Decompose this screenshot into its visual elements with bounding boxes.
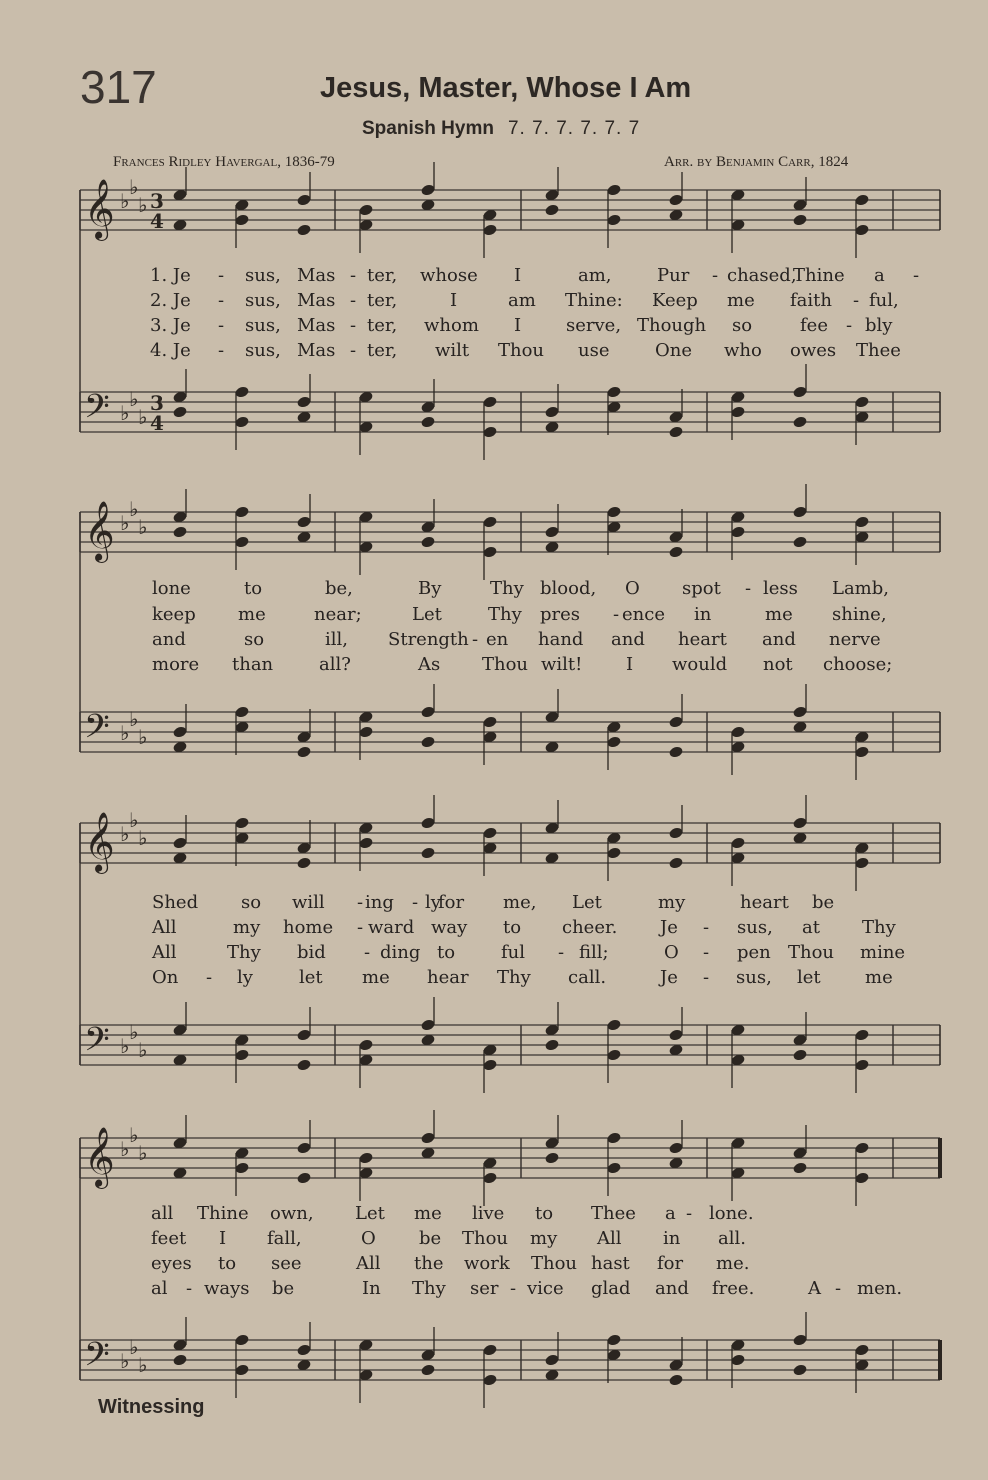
lyric-word: Mas <box>297 265 336 286</box>
flat-sign-icon: ♭ <box>120 1034 130 1058</box>
lyric-word: in <box>694 604 712 625</box>
lyric-word: so <box>241 892 262 913</box>
lyric-word: ill, <box>325 629 348 650</box>
treble-clef-icon: 𝄞 <box>84 812 115 872</box>
lyric-word: sus, <box>245 265 281 286</box>
lyric-word: glad <box>591 1278 631 1299</box>
note-head <box>172 1353 187 1366</box>
lyric-word: at <box>802 917 820 938</box>
lyric-word: heart <box>740 892 789 913</box>
lyric-word: - <box>350 340 357 361</box>
lyric-word: hast <box>591 1253 630 1274</box>
lyric-word: In <box>362 1278 381 1299</box>
lyric-word: - <box>364 942 371 963</box>
lyric-word: spot <box>682 578 721 599</box>
flat-sign-icon: ♭ <box>120 401 130 425</box>
lyric-word: ward <box>368 917 415 938</box>
lyric-word: owes <box>790 340 837 361</box>
lyric-word: I <box>514 315 522 336</box>
flat-sign-icon: ♭ <box>138 1353 148 1377</box>
lyric-word: I <box>514 265 522 286</box>
lyric-word: sus, <box>245 340 281 361</box>
lyric-word: ding <box>380 942 421 963</box>
lyric-word: free. <box>712 1278 755 1299</box>
lyric-word: sus, <box>245 290 281 311</box>
lyric-word: hand <box>538 629 584 650</box>
lyric-word: Thou <box>498 340 545 361</box>
lyric-word: Thy <box>497 967 531 988</box>
lyric-word: - <box>613 604 620 625</box>
lyric-word: Thine <box>197 1203 249 1224</box>
note-head <box>544 1038 559 1051</box>
lyric-word: bid <box>297 942 326 963</box>
lyric-word: - <box>218 265 225 286</box>
note-head <box>792 535 807 548</box>
lyric-word: vice <box>527 1278 564 1299</box>
flat-sign-icon: ♭ <box>129 707 139 731</box>
note-head <box>792 415 807 428</box>
treble-clef-icon: 𝄞 <box>84 501 115 561</box>
flat-sign-icon: ♭ <box>129 387 139 411</box>
lyric-word: ter, <box>367 265 398 286</box>
lyric-word: whose <box>420 265 478 286</box>
lyric-word: so <box>244 629 265 650</box>
lyric-word: lone <box>152 578 191 599</box>
bass-clef-icon: 𝄢 <box>84 708 110 754</box>
lyric-word: Let <box>572 892 602 913</box>
lyric-word: be, <box>325 578 353 599</box>
lyric-word: ter, <box>367 290 398 311</box>
lyric-word: - <box>350 315 357 336</box>
lyric-word: home <box>283 917 334 938</box>
lyric-word: and <box>655 1278 689 1299</box>
lyric-word: - <box>712 265 719 286</box>
lyric-word: let <box>797 967 821 988</box>
lyric-word: for <box>438 892 465 913</box>
lyric-word: pen <box>737 942 771 963</box>
note-head <box>668 856 683 869</box>
lyric-word: to <box>244 578 263 599</box>
lyric-word: Thou <box>531 1253 578 1274</box>
lyric-word: - <box>703 967 710 988</box>
lyric-word: ter, <box>367 315 398 336</box>
lyric-word: O <box>361 1228 376 1249</box>
lyric-word: - <box>350 265 357 286</box>
lyric-word: One <box>655 340 693 361</box>
lyric-word: - <box>835 1278 842 1299</box>
lyric-word: me. <box>716 1253 750 1274</box>
time-signature: 3 <box>150 189 164 213</box>
lyric-word: I <box>450 290 458 311</box>
lyric-word: - <box>853 290 860 311</box>
flat-sign-icon: ♭ <box>129 1335 139 1359</box>
lyric-word: work <box>464 1253 510 1274</box>
lyric-word: - <box>745 578 752 599</box>
lyric-word: in <box>663 1228 681 1249</box>
flat-sign-icon: ♭ <box>120 189 130 213</box>
lyric-word: own, <box>270 1203 314 1224</box>
hymn-number: 317 <box>80 61 157 113</box>
lyric-word: ly <box>425 892 441 913</box>
lyric-word: all <box>151 1203 174 1224</box>
lyric-word: mine <box>860 942 906 963</box>
lyric-word: men. <box>857 1278 903 1299</box>
lyric-word: ways <box>204 1278 250 1299</box>
lyric-word: faith <box>790 290 832 311</box>
note-head <box>668 545 683 558</box>
author-credit: Frances Ridley Havergal, 1836-79 <box>113 154 335 170</box>
lyric-word: By <box>418 578 442 599</box>
flat-sign-icon: ♭ <box>120 822 130 846</box>
lyric-word: 1. Je <box>150 265 191 286</box>
lyric-word: - <box>703 917 710 938</box>
lyric-word: will <box>292 892 325 913</box>
note-head <box>420 735 435 748</box>
lyric-word: chased, <box>727 265 797 286</box>
note-head <box>296 856 311 869</box>
flat-sign-icon: ♭ <box>138 826 148 850</box>
note-head <box>172 405 187 418</box>
lyric-word: - <box>357 917 364 938</box>
lyric-word: Thou <box>788 942 835 963</box>
lyric-word: ful <box>501 942 526 963</box>
lyric-word: Thou <box>462 1228 509 1249</box>
flat-sign-icon: ♭ <box>138 1141 148 1165</box>
lyric-word: Thine: <box>565 290 623 311</box>
flat-sign-icon: ♭ <box>138 405 148 429</box>
note-head <box>420 415 435 428</box>
lyric-word: pres <box>540 604 581 625</box>
lyric-word: al <box>151 1278 168 1299</box>
lyric-word: Mas <box>297 315 336 336</box>
lyric-word: near; <box>314 604 362 625</box>
lyric-word: shine, <box>832 604 887 625</box>
lyric-word: All <box>597 1228 622 1249</box>
note-head <box>420 535 435 548</box>
lyric-word: All <box>152 917 177 938</box>
lyric-word: me <box>765 604 793 625</box>
bass-clef-icon: 𝄢 <box>84 1021 110 1067</box>
flat-sign-icon: ♭ <box>120 1137 130 1161</box>
lyric-word: ence <box>622 604 665 625</box>
lyric-word: call. <box>568 967 607 988</box>
time-signature: 3 <box>150 391 164 415</box>
lyric-word: less <box>763 578 798 599</box>
lyric-word: use <box>578 340 610 361</box>
note-head <box>296 745 311 758</box>
lyric-word: en <box>486 629 509 650</box>
time-signature: 4 <box>150 209 164 233</box>
lyric-word: than <box>232 654 274 675</box>
lyric-word: wilt! <box>541 654 583 675</box>
lyric-word: Thee <box>856 340 901 361</box>
note-head <box>296 223 311 236</box>
tune-meter: 7. 7. 7. 7. 7. 7 <box>507 118 641 139</box>
lyric-word: whom <box>424 315 479 336</box>
flat-sign-icon: ♭ <box>138 515 148 539</box>
lyric-word: Je <box>660 917 678 938</box>
lyric-word: fall, <box>267 1228 302 1249</box>
lyric-word: feet <box>151 1228 187 1249</box>
lyric-word: Je <box>660 967 678 988</box>
lyric-word: Mas <box>297 340 336 361</box>
lyric-word: wilt <box>435 340 470 361</box>
lyric-word: be <box>419 1228 442 1249</box>
treble-clef-icon: 𝄞 <box>84 1127 115 1187</box>
note-head <box>792 213 807 226</box>
lyric-word: Thee <box>591 1203 636 1224</box>
lyric-word: serve, <box>566 315 622 336</box>
lyric-word: As <box>418 654 441 675</box>
time-signature: 4 <box>150 411 164 435</box>
lyric-word: me <box>362 967 390 988</box>
lyric-word: heart <box>678 629 727 650</box>
lyric-word: Thy <box>227 942 261 963</box>
flat-sign-icon: ♭ <box>120 1349 130 1373</box>
lyric-word: ful, <box>869 290 899 311</box>
lyric-word: live <box>472 1203 505 1224</box>
lyric-word: - <box>913 265 920 286</box>
lyric-word: to <box>437 942 456 963</box>
flat-sign-icon: ♭ <box>129 1020 139 1044</box>
lyric-word: keep <box>152 604 196 625</box>
lyric-word: be <box>812 892 835 913</box>
lyric-word: - <box>186 1278 193 1299</box>
lyric-word: - <box>703 942 710 963</box>
lyric-word: - <box>510 1278 517 1299</box>
lyric-word: Thy <box>862 917 896 938</box>
lyric-word: nerve <box>829 629 881 650</box>
note-head <box>420 1363 435 1376</box>
lyric-word: to <box>535 1203 554 1224</box>
flat-sign-icon: ♭ <box>138 725 148 749</box>
lyric-word: the <box>414 1253 444 1274</box>
lyric-word: 2. Je <box>150 290 191 311</box>
lyric-word: Thy <box>412 1278 446 1299</box>
lyric-word: ter, <box>367 340 398 361</box>
lyric-word: sus, <box>245 315 281 336</box>
lyric-word: - <box>472 629 479 650</box>
lyric-word: Lamb, <box>832 578 889 599</box>
note-head <box>792 1048 807 1061</box>
lyric-word: On <box>152 967 179 988</box>
note-head <box>668 1373 683 1386</box>
flat-sign-icon: ♭ <box>138 193 148 217</box>
lyric-word: my <box>658 892 686 913</box>
lyric-word: 3. Je <box>150 315 191 336</box>
lyric-word: me <box>865 967 893 988</box>
lyric-word: - <box>206 967 213 988</box>
lyric-word: me, <box>503 892 537 913</box>
note-head <box>172 525 187 538</box>
lyric-word: - <box>357 892 364 913</box>
lyric-word: 4. Je <box>150 340 191 361</box>
lyric-word: - <box>558 942 565 963</box>
topic-label: Witnessing <box>98 1396 205 1418</box>
lyric-word: eyes <box>151 1253 192 1274</box>
lyric-word: - <box>218 315 225 336</box>
tune-name: Spanish Hymn <box>362 118 494 139</box>
lyric-word: let <box>299 967 323 988</box>
lyric-word: A <box>808 1278 821 1299</box>
lyric-word: - <box>412 892 419 913</box>
lyric-word: ly <box>237 967 253 988</box>
lyric-word: be <box>272 1278 295 1299</box>
flat-sign-icon: ♭ <box>138 1038 148 1062</box>
lyric-word: Strength <box>388 629 469 650</box>
hymn-title: Jesus, Master, Whose I Am <box>320 72 692 104</box>
lyric-word: bly <box>865 315 893 336</box>
lyric-word: so <box>732 315 753 336</box>
note-head <box>792 1161 807 1174</box>
lyric-word: and <box>762 629 796 650</box>
lyric-word: more <box>152 654 200 675</box>
lyric-word: choose; <box>823 654 893 675</box>
lyric-word: Shed <box>152 892 199 913</box>
lyric-word: fill; <box>579 942 609 963</box>
lyric-word: All <box>356 1253 381 1274</box>
lyric-word: blood, <box>540 578 597 599</box>
lyric-word: my <box>233 917 261 938</box>
lyric-word: Though <box>637 315 707 336</box>
lyric-word: ser <box>470 1278 499 1299</box>
lyric-word: Pur <box>657 265 690 286</box>
note-head <box>792 1363 807 1376</box>
lyric-word: Let <box>355 1203 385 1224</box>
lyric-word: sus, <box>737 917 773 938</box>
lyric-word: Thou <box>482 654 529 675</box>
bass-clef-icon: 𝄢 <box>84 1336 110 1382</box>
lyric-word: see <box>271 1253 302 1274</box>
lyric-word: Thy <box>488 604 522 625</box>
note-head <box>668 425 683 438</box>
lyric-word: all? <box>319 654 351 675</box>
lyric-word: to <box>218 1253 237 1274</box>
arranger-credit: Arr. by Benjamin Carr, 1824 <box>664 154 849 170</box>
lyric-word: who <box>724 340 762 361</box>
lyric-word: - <box>350 290 357 311</box>
lyric-word: - <box>218 340 225 361</box>
lyric-word: Mas <box>297 290 336 311</box>
lyric-word: ing <box>365 892 394 913</box>
note-head <box>296 1058 311 1071</box>
lyric-word: me <box>727 290 755 311</box>
lyric-word: Thine <box>793 265 845 286</box>
lyric-word: me <box>414 1203 442 1224</box>
lyric-word: lone. <box>709 1203 754 1224</box>
lyric-word: a <box>665 1203 676 1224</box>
lyric-word: to <box>503 917 522 938</box>
lyric-word: Thy <box>490 578 524 599</box>
flat-sign-icon: ♭ <box>129 497 139 521</box>
lyric-word: Let <box>412 604 442 625</box>
lyric-word: a <box>874 265 885 286</box>
lyric-word: would <box>672 654 728 675</box>
bass-clef-icon: 𝄢 <box>84 388 110 434</box>
flat-sign-icon: ♭ <box>129 808 139 832</box>
lyric-word: sus, <box>736 967 772 988</box>
note-head <box>544 1151 559 1164</box>
lyric-word: am <box>508 290 536 311</box>
lyric-word: All <box>152 942 177 963</box>
lyric-word: O <box>664 942 679 963</box>
flat-sign-icon: ♭ <box>120 721 130 745</box>
lyric-word: cheer. <box>562 917 618 938</box>
treble-clef-icon: 𝄞 <box>84 179 115 239</box>
lyric-word: way <box>431 917 468 938</box>
lyric-word: - <box>686 1203 693 1224</box>
lyric-word: Keep <box>652 290 698 311</box>
lyric-word: me <box>238 604 266 625</box>
lyric-word: and <box>611 629 645 650</box>
lyric-word: hear <box>427 967 469 988</box>
lyric-word: - <box>218 290 225 311</box>
lyric-word: for <box>657 1253 684 1274</box>
lyric-word: and <box>152 629 186 650</box>
note-head <box>296 1171 311 1184</box>
flat-sign-icon: ♭ <box>129 1123 139 1147</box>
lyric-word: I <box>626 654 634 675</box>
lyric-word: O <box>625 578 640 599</box>
lyric-word: am, <box>578 265 612 286</box>
flat-sign-icon: ♭ <box>120 511 130 535</box>
note-head <box>668 745 683 758</box>
flat-sign-icon: ♭ <box>129 175 139 199</box>
lyric-word: - <box>846 315 853 336</box>
lyric-word: I <box>219 1228 227 1249</box>
lyric-word: all. <box>718 1228 746 1249</box>
lyric-word: my <box>530 1228 558 1249</box>
lyric-word: not <box>763 654 793 675</box>
note-head <box>420 846 435 859</box>
note-head <box>544 203 559 216</box>
lyric-word: fee <box>800 315 828 336</box>
